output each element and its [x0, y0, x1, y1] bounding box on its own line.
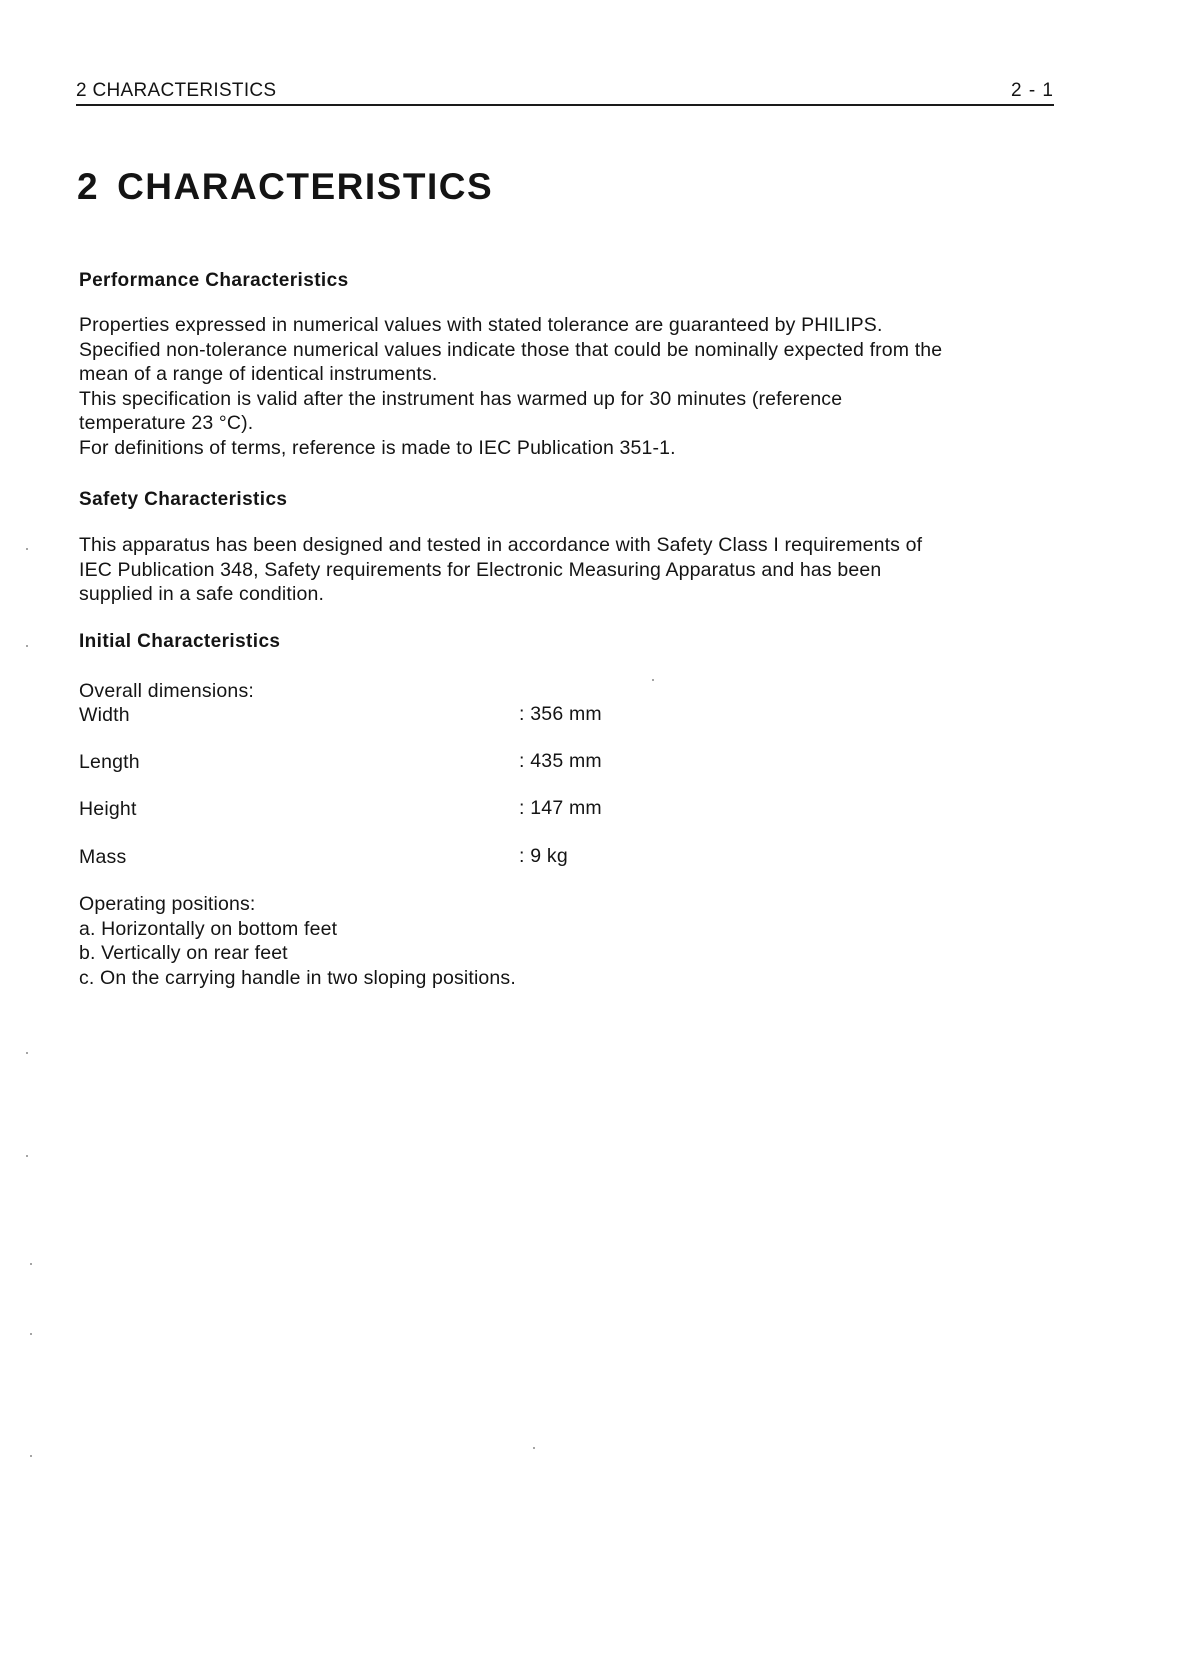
dimensions-label: Overall dimensions:	[79, 680, 255, 702]
header-page-number: 2 - 1	[1010, 80, 1054, 101]
performance-heading: Performance Characteristics	[79, 270, 349, 291]
spec-value-width: : 356 mm	[519, 703, 602, 725]
scan-speck	[26, 548, 28, 550]
scan-speck	[30, 1455, 32, 1457]
safety-line: supplied in a safe condition.	[79, 583, 325, 605]
spec-value-height: : 147 mm	[519, 797, 602, 819]
position-item: b. Vertically on rear feet	[79, 942, 288, 964]
spec-value-length: : 435 mm	[519, 750, 602, 772]
safety-paragraph	[79, 533, 1059, 607]
safety-heading: Safety Characteristics	[79, 489, 288, 510]
positions-label: Operating positions:	[79, 893, 256, 915]
spec-value-mass: : 9 kg	[519, 845, 568, 867]
operating-positions	[79, 892, 1059, 990]
spec-label-height: Height	[79, 798, 137, 820]
performance-line: Properties expressed in numerical values with stated tolerance are guaranteed by PHILIPS.	[79, 314, 883, 336]
scan-speck	[652, 679, 654, 681]
performance-line: For definitions of terms, reference is made to IEC Publication 351-1.	[79, 436, 676, 459]
scan-speck	[30, 1263, 32, 1265]
performance-line: mean of a range of identical instruments.	[79, 363, 438, 385]
scan-speck	[533, 1447, 535, 1449]
position-item: a. Horizontally on bottom feet	[79, 917, 338, 940]
header-section-title: 2 CHARACTERISTICS	[76, 80, 277, 101]
spec-label-length: Length	[79, 751, 140, 773]
performance-line: This specification is valid after the instrument has warmed up for 30 minutes (reference	[79, 387, 843, 410]
spec-label-mass: Mass	[79, 846, 127, 868]
chapter-number: 2	[77, 166, 100, 207]
performance-line: Specified non-tolerance numerical values indicate those that could be nominally expected from the	[79, 338, 943, 361]
chapter-title-text: CHARACTERISTICS	[117, 166, 494, 207]
scan-speck	[30, 1333, 32, 1335]
performance-paragraph	[79, 313, 1059, 460]
safety-line: IEC Publication 348, Safety requirements for Electronic Measuring Apparatus and has been	[79, 558, 882, 581]
initial-heading: Initial Characteristics	[79, 631, 281, 652]
position-item: c. On the carrying handle in two sloping positions.	[79, 966, 516, 989]
running-header	[76, 78, 1054, 106]
spec-label-width: Width	[79, 704, 130, 726]
scan-speck	[26, 1052, 28, 1054]
chapter-title	[77, 166, 493, 208]
safety-line: This apparatus has been designed and tested in accordance with Safety Class I requirements of	[79, 534, 923, 556]
scan-speck	[26, 1155, 28, 1157]
performance-line: temperature 23 °C).	[79, 412, 254, 434]
scan-speck	[26, 645, 28, 647]
